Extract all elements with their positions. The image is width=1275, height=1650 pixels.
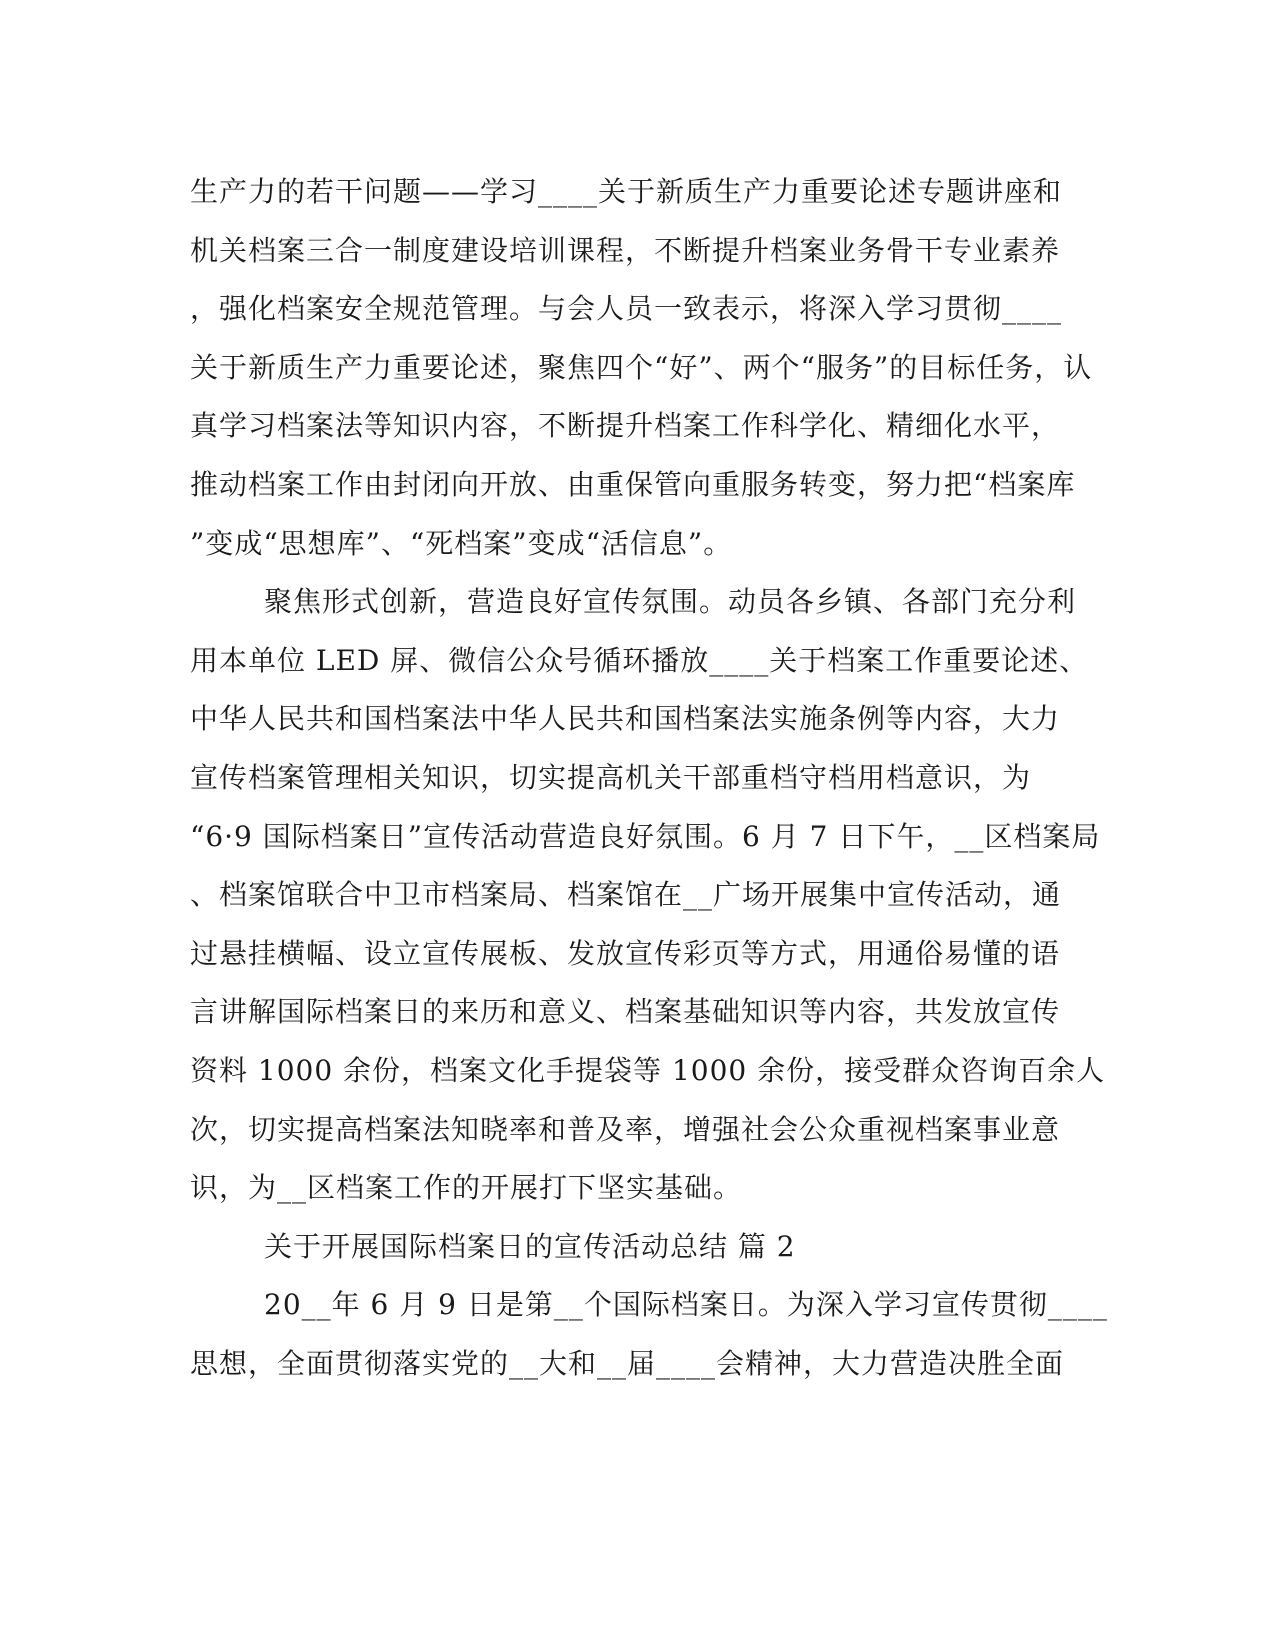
text-line: 识，为__区档案工作的开展打下坚实基础。	[190, 1171, 743, 1205]
text-line: 过悬挂横幅、设立宣传展板、发放宣传彩页等方式，用通俗易懂的语	[190, 936, 1061, 970]
text-line: 机关档案三合一制度建设培训课程，不断提升档案业务骨干专业素养	[190, 233, 1061, 267]
text-line: ”变成“思想库”、“死档案”变成“活信息”。	[190, 526, 733, 560]
text-line: 真学习档案法等知识内容，不断提升档案工作科学化、精细化水平，	[190, 409, 1061, 443]
text-line: 宣传档案管理相关知识，切实提高机关干部重档守档用档意识，为	[190, 760, 1032, 794]
text-line: 用本单位 LED 屏、微信公众号循环播放____关于档案工作重要论述、	[190, 643, 1089, 677]
text-line: 次，切实提高档案法知晓率和普及率，增强社会公众重视档案事业意	[190, 1112, 1061, 1146]
text-line: 、档案馆联合中卫市档案局、档案馆在__广场开展集中宣传活动，通	[190, 878, 1062, 912]
text-line: 言讲解国际档案日的来历和意义、档案基础知识等内容，共发放宣传	[190, 995, 1061, 1029]
body-text	[190, 163, 1108, 1393]
text-line: ，强化档案安全规范管理。与会人员一致表示，将深入学习贯彻____	[190, 292, 1063, 326]
text-line: 关于新质生产力重要论述，聚焦四个“好”、两个“服务”的目标任务，认	[190, 350, 1093, 384]
text-line: 生产力的若干问题——学习____关于新质生产力重要论述专题讲座和	[190, 175, 1063, 208]
text-line: 思想，全面贯彻落实党的__大和__届____会精神，大力营造决胜全面	[190, 1346, 1065, 1380]
text-line: 资料 1000 余份，档案文化手提袋等 1000 余份，接受群众咨询百余人	[190, 1053, 1106, 1087]
section-heading: 关于开展国际档案日的宣传活动总结 篇 2	[264, 1229, 796, 1263]
text-line: 推动档案工作由封闭向开放、由重保管向重服务转变，努力把“档案库	[190, 467, 1076, 501]
text-line: 中华人民共和国档案法中华人民共和国档案法实施条例等内容，大力	[190, 702, 1061, 736]
paragraph-start-line: 聚焦形式创新，营造良好宣传氛围。动员各乡镇、各部门充分利	[264, 585, 1077, 619]
paragraph-start-line: 20__年 6 月 9 日是第__个国际档案日。为深入学习宣传贯彻____	[264, 1288, 1108, 1322]
text-line: “6·9 国际档案日”宣传活动营造良好氛围。6 月 7 日下午，__区档案局	[190, 819, 1101, 853]
